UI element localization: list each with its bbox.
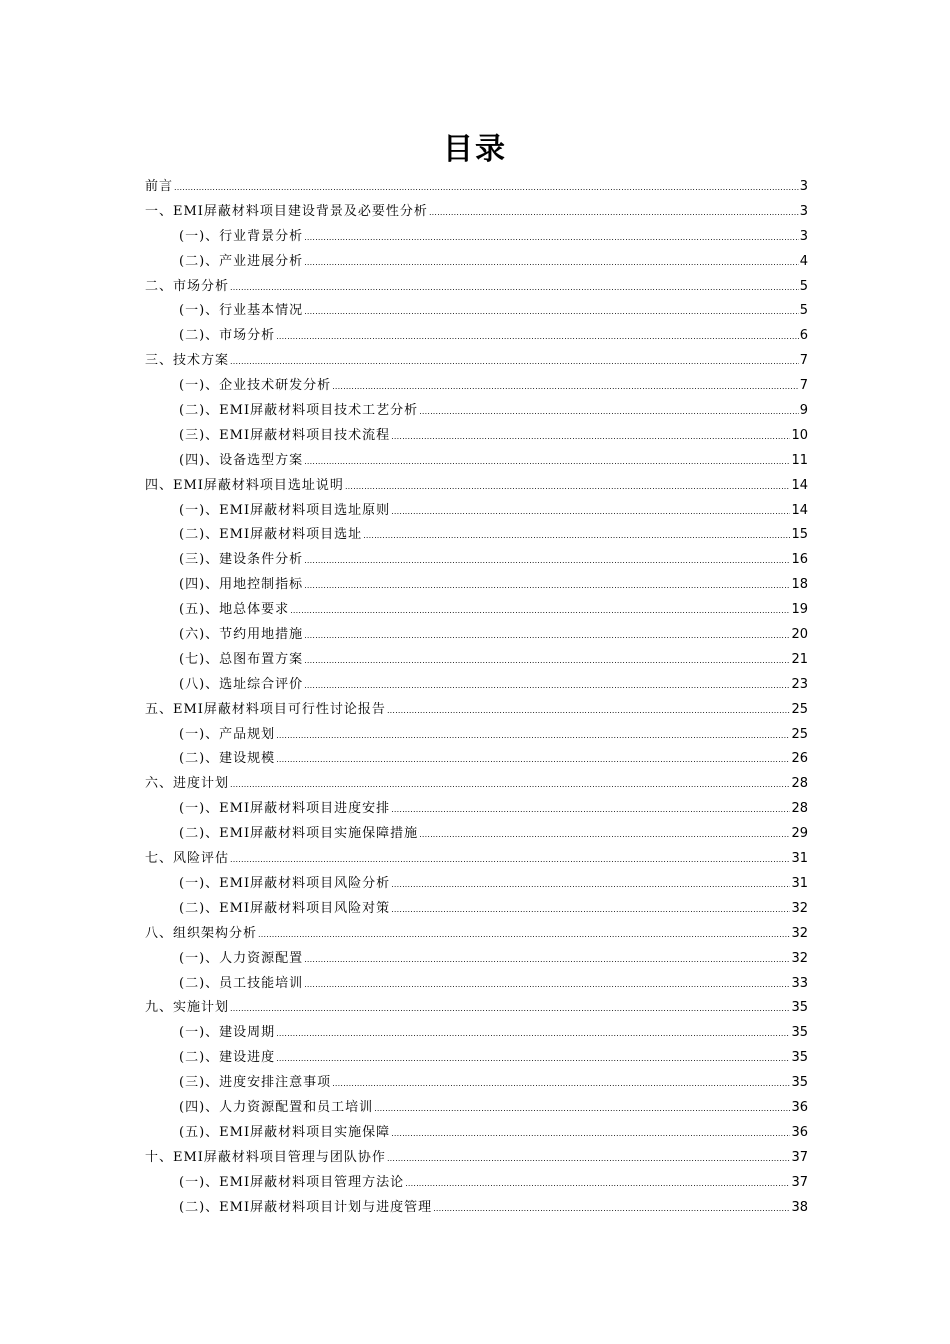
- toc-entry[interactable]: [145, 1021, 808, 1046]
- toc-entry[interactable]: [145, 1071, 808, 1096]
- toc-dot-leader: [419, 400, 799, 425]
- toc-entry-page-number: 18: [791, 577, 808, 593]
- toc-entry-label: 一、EMI屏蔽材料项目建设背景及必要性分析: [145, 203, 428, 219]
- toc-entry-page-number: 38: [791, 1199, 808, 1215]
- toc-entry-label: (一)、行业基本情况: [179, 303, 304, 319]
- toc-entry[interactable]: [145, 399, 808, 424]
- toc-entry[interactable]: [145, 872, 808, 897]
- toc-entry-page-number: 20: [791, 627, 808, 643]
- toc-dot-leader: [304, 251, 799, 276]
- toc-entry-page-number: 14: [791, 477, 808, 493]
- toc-entry[interactable]: [145, 847, 808, 872]
- toc-entry[interactable]: [145, 175, 808, 200]
- toc-entry-label: 前言: [145, 179, 174, 194]
- toc-entry-label: 六、进度计划: [145, 776, 230, 792]
- toc-entry[interactable]: [145, 772, 808, 797]
- toc-entry[interactable]: [145, 1171, 808, 1196]
- toc-entry-page-number: 32: [791, 950, 808, 966]
- toc-entry-page-number: 21: [791, 651, 808, 667]
- toc-entry-label: (二)、EMI屏蔽材料项目实施保障措施: [179, 826, 419, 842]
- toc-dot-leader: [304, 948, 790, 973]
- toc-entry[interactable]: [145, 1146, 808, 1171]
- toc-entry-label: (四)、设备选型方案: [179, 452, 304, 468]
- toc-entry-page-number: 3: [799, 179, 808, 194]
- toc-entry[interactable]: [145, 922, 808, 947]
- toc-entry[interactable]: [145, 250, 808, 275]
- toc-entry[interactable]: [145, 424, 808, 449]
- toc-entry-page-number: 10: [791, 427, 808, 443]
- toc-entry-page-number: 4: [799, 253, 808, 269]
- toc-dot-leader: [391, 500, 790, 525]
- toc-dot-leader: [419, 823, 790, 848]
- toc-entry[interactable]: [145, 673, 808, 698]
- toc-entry-label: (三)、建设条件分析: [179, 552, 304, 568]
- toc-dot-leader: [304, 649, 790, 674]
- toc-entry-page-number: 11: [791, 452, 808, 468]
- toc-entry-label: (一)、EMI屏蔽材料项目管理方法论: [179, 1174, 405, 1190]
- toc-dot-leader: [374, 1097, 790, 1122]
- toc-entry-label: (二)、建设规模: [179, 751, 276, 767]
- toc-dot-leader: [230, 997, 790, 1022]
- toc-dot-leader: [345, 475, 791, 500]
- toc-entry-page-number: 37: [791, 1174, 808, 1190]
- toc-dot-leader: [290, 599, 790, 624]
- toc-entry-page-number: 15: [791, 527, 808, 543]
- toc-entry[interactable]: [145, 299, 808, 324]
- toc-entry-label: (一)、EMI屏蔽材料项目进度安排: [179, 801, 391, 817]
- toc-entry-page-number: 25: [791, 701, 808, 717]
- toc-entry-label: (五)、地总体要求: [179, 602, 290, 618]
- toc-entry-page-number: 33: [791, 975, 808, 991]
- toc-entry-label: 九、实施计划: [145, 1000, 230, 1016]
- toc-entry-page-number: 35: [791, 1075, 808, 1091]
- toc-entry-label: (二)、建设进度: [179, 1050, 276, 1066]
- toc-entry-label: (七)、总图布置方案: [179, 651, 304, 667]
- toc-entry[interactable]: [145, 200, 808, 225]
- toc-entry[interactable]: [145, 1096, 808, 1121]
- toc-entry-page-number: 32: [791, 900, 808, 916]
- toc-entry-label: (二)、产业进展分析: [179, 253, 304, 269]
- toc-entry-page-number: 14: [791, 502, 808, 518]
- toc-dot-leader: [433, 1197, 790, 1222]
- toc-entry[interactable]: [145, 648, 808, 673]
- toc-entry-label: (一)、行业背景分析: [179, 228, 304, 244]
- toc-entry[interactable]: [145, 449, 808, 474]
- toc-dot-leader: [304, 624, 790, 649]
- toc-entry-page-number: 29: [791, 826, 808, 842]
- toc-entry-label: (五)、EMI屏蔽材料项目实施保障: [179, 1124, 391, 1140]
- toc-list: [145, 175, 808, 1220]
- toc-entry-page-number: 3: [799, 228, 808, 244]
- toc-entry[interactable]: [145, 996, 808, 1021]
- toc-dot-leader: [405, 1172, 790, 1197]
- toc-entry-page-number: 35: [791, 1000, 808, 1016]
- toc-dot-leader: [391, 873, 790, 898]
- toc-dot-leader: [332, 1072, 790, 1097]
- toc-entry[interactable]: [145, 275, 808, 300]
- toc-entry-label: (一)、产品规划: [179, 726, 276, 742]
- toc-entry[interactable]: [145, 623, 808, 648]
- toc-dot-leader: [276, 1047, 790, 1072]
- toc-dot-leader: [230, 848, 790, 873]
- toc-entry-label: 四、EMI屏蔽材料项目选址说明: [145, 477, 344, 493]
- toc-entry-label: (一)、人力资源配置: [179, 950, 304, 966]
- toc-dot-leader: [304, 300, 799, 325]
- toc-entry[interactable]: [145, 698, 808, 723]
- toc-entry-page-number: 36: [791, 1099, 808, 1115]
- toc-entry-label: 三、技术方案: [145, 353, 230, 369]
- toc-dot-leader: [258, 923, 790, 948]
- toc-entry[interactable]: [145, 374, 808, 399]
- toc-entry[interactable]: [145, 723, 808, 748]
- toc-entry-label: 五、EMI屏蔽材料项目可行性讨论报告: [145, 701, 386, 717]
- toc-entry-label: (三)、进度安排注意事项: [179, 1075, 332, 1091]
- toc-entry-page-number: 37: [791, 1149, 808, 1165]
- toc-dot-leader: [391, 798, 790, 823]
- toc-entry[interactable]: [145, 797, 808, 822]
- toc-dot-leader: [391, 898, 790, 923]
- toc-dot-leader: [304, 973, 790, 998]
- toc-entry[interactable]: [145, 324, 808, 349]
- toc-dot-leader: [304, 549, 790, 574]
- toc-dot-leader: [363, 524, 790, 549]
- toc-entry-page-number: 19: [791, 602, 808, 618]
- toc-entry-label: (二)、EMI屏蔽材料项目技术工艺分析: [179, 403, 419, 419]
- toc-entry[interactable]: [145, 349, 808, 374]
- toc-entry-label: 二、市场分析: [145, 278, 230, 294]
- toc-dot-leader: [391, 425, 790, 450]
- toc-entry[interactable]: [145, 947, 808, 972]
- toc-entry[interactable]: [145, 1121, 808, 1146]
- toc-dot-leader: [230, 350, 799, 375]
- toc-entry-page-number: 3: [799, 203, 808, 219]
- toc-entry-label: (二)、EMI屏蔽材料项目选址: [179, 527, 363, 543]
- toc-entry[interactable]: [145, 972, 808, 997]
- toc-entry-label: (四)、人力资源配置和员工培训: [179, 1099, 374, 1115]
- toc-entry-page-number: 7: [799, 353, 808, 369]
- toc-entry-label: (二)、EMI屏蔽材料项目计划与进度管理: [179, 1199, 433, 1215]
- toc-dot-leader: [391, 1122, 790, 1147]
- toc-entry-label: (二)、市场分析: [179, 328, 276, 344]
- toc-entry-label: 八、组织架构分析: [145, 925, 258, 941]
- toc-dot-leader: [304, 226, 799, 251]
- toc-entry-label: (六)、节约用地措施: [179, 627, 304, 643]
- toc-entry-page-number: 35: [791, 1050, 808, 1066]
- toc-entry-label: (一)、EMI屏蔽材料项目风险分析: [179, 875, 391, 891]
- toc-entry-label: 七、风险评估: [145, 851, 230, 867]
- toc-entry[interactable]: [145, 548, 808, 573]
- toc-entry-page-number: 6: [799, 328, 808, 344]
- toc-entry-label: (一)、建设周期: [179, 1025, 276, 1041]
- toc-dot-leader: [276, 1022, 790, 1047]
- toc-dot-leader: [230, 773, 790, 798]
- toc-entry-page-number: 31: [791, 851, 808, 867]
- toc-entry[interactable]: [145, 225, 808, 250]
- toc-entry-page-number: 36: [791, 1124, 808, 1140]
- toc-entry[interactable]: [145, 499, 808, 524]
- toc-entry[interactable]: [145, 523, 808, 548]
- toc-entry[interactable]: [145, 474, 808, 499]
- toc-entry-label: (四)、用地控制指标: [179, 577, 304, 593]
- toc-entry-page-number: 35: [791, 1025, 808, 1041]
- toc-dot-leader: [276, 325, 799, 350]
- toc-dot-leader: [304, 574, 790, 599]
- toc-dot-leader: [429, 201, 799, 226]
- toc-entry[interactable]: [145, 573, 808, 598]
- toc-dot-leader: [387, 699, 791, 724]
- toc-entry-page-number: 5: [799, 278, 808, 294]
- toc-entry-page-number: 28: [791, 801, 808, 817]
- toc-entry[interactable]: [145, 598, 808, 623]
- toc-dot-leader: [304, 450, 790, 475]
- toc-dot-leader: [304, 674, 790, 699]
- toc-title: 目录: [443, 132, 507, 167]
- toc-entry-label: (一)、EMI屏蔽材料项目选址原则: [179, 502, 391, 518]
- toc-entry-page-number: 5: [799, 303, 808, 319]
- toc-entry[interactable]: [145, 897, 808, 922]
- toc-entry-label: (二)、员工技能培训: [179, 975, 304, 991]
- toc-entry-page-number: 28: [791, 776, 808, 792]
- toc-entry-page-number: 16: [791, 552, 808, 568]
- toc-entry-page-number: 26: [791, 751, 808, 767]
- toc-dot-leader: [387, 1147, 791, 1172]
- toc-dot-leader: [174, 176, 799, 201]
- toc-entry[interactable]: [145, 822, 808, 847]
- toc-entry[interactable]: [145, 1196, 808, 1221]
- toc-entry-page-number: 9: [799, 403, 808, 419]
- toc-entry[interactable]: [145, 1046, 808, 1071]
- toc-entry[interactable]: [145, 747, 808, 772]
- toc-entry-page-number: 32: [791, 925, 808, 941]
- toc-dot-leader: [230, 276, 799, 301]
- toc-entry-label: (一)、企业技术研发分析: [179, 378, 332, 394]
- toc-entry-page-number: 25: [791, 726, 808, 742]
- toc-entry-label: 十、EMI屏蔽材料项目管理与团队协作: [145, 1149, 386, 1165]
- toc-entry-page-number: 7: [799, 378, 808, 394]
- toc-entry-label: (八)、选址综合评价: [179, 676, 304, 692]
- toc-dot-leader: [276, 748, 790, 773]
- toc-entry-page-number: 31: [791, 875, 808, 891]
- toc-entry-label: (二)、EMI屏蔽材料项目风险对策: [179, 900, 391, 916]
- toc-dot-leader: [276, 724, 790, 749]
- toc-entry-page-number: 23: [791, 676, 808, 692]
- toc-dot-leader: [332, 375, 799, 400]
- toc-entry-label: (三)、EMI屏蔽材料项目技术流程: [179, 427, 391, 443]
